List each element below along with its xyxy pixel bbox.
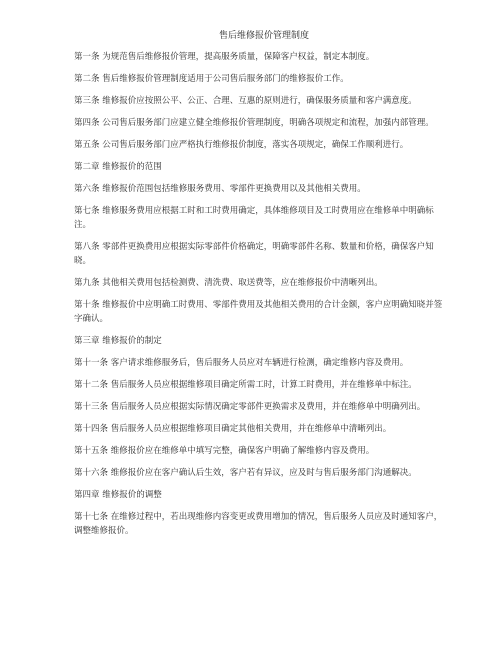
paragraph: 第十一条 客户请求维修服务后，售后服务人员应对车辆进行检测，确定维修内容及费用。	[74, 358, 409, 368]
paragraph: 第十四条 售后服务人员应根据维修项目确定其他相关费用，并在维修单中清晰列出。	[74, 424, 392, 434]
document-title: 售后维修报价管理制度	[218, 31, 309, 41]
paragraph: 第一条 为规范售后维修报价管理，提高服务质量，保障客户权益，制定本制度。	[74, 52, 375, 62]
paragraph: 第八条 零部件更换费用应根据实际零部件价格确定，明确零部件名称、数量和价格，确保客户知晓。	[74, 242, 434, 266]
document-page	[74, 30, 444, 546]
paragraph: 第九条 其他相关费用包括检测费、清洗费、取送费等，应在维修报价中清晰列出。	[74, 278, 383, 288]
document-body	[74, 50, 444, 538]
paragraph: 第十七条 在维修过程中，若出现维修内容变更或费用增加的情况，售后服务人员应及时通知客户，调整维修报价。	[74, 512, 443, 536]
paragraph: 第二条 售后维修报价管理制度适用于公司售后服务部门的维修报价工作。	[74, 74, 349, 84]
paragraph: 第七条 维修服务费用应根据工时和工时费用确定，具体维修项目及工时费用应在维修单中明确标注。	[74, 206, 434, 230]
paragraph: 第六条 维修报价范围包括维修服务费用、零部件更换费用以及其他相关费用。	[74, 184, 366, 194]
paragraph: 第四条 公司售后服务部门应建立健全维修报价管理制度，明确各项规定和流程，加强内部管理。	[74, 118, 434, 128]
paragraph: 第十六条 维修报价应在客户确认后生效，客户若有异议，应及时与售后服务部门沟通解决。	[74, 468, 417, 478]
paragraph: 第五条 公司售后服务部门应严格执行维修报价制度，落实各项规定，确保工作顺利进行。	[74, 140, 409, 150]
chapter-heading: 第四章 维修报价的调整	[74, 490, 162, 500]
paragraph: 第十三条 售后服务人员应根据实际情况确定零部件更换需求及费用，并在维修单中明确列出。	[74, 402, 426, 412]
paragraph: 第三条 维修报价应按照公平、公正、合理、互惠的原则进行，确保服务质量和客户满意度。	[74, 96, 417, 106]
chapter-heading: 第三章 维修报价的制定	[74, 336, 162, 346]
paragraph: 第十二条 售后服务人员应根据维修项目确定所需工时，计算工时费用，并在维修单中标注。	[74, 380, 417, 390]
chapter-heading: 第二章 维修报价的范围	[74, 162, 162, 172]
paragraph: 第十条 维修报价中应明确工时费用、零部件费用及其他相关费用的合计金额，客户应明确知晓并签字确认。	[74, 300, 443, 324]
paragraph: 第十五条 维修报价应在维修单中填写完整，确保客户明确了解维修内容及费用。	[74, 446, 375, 456]
